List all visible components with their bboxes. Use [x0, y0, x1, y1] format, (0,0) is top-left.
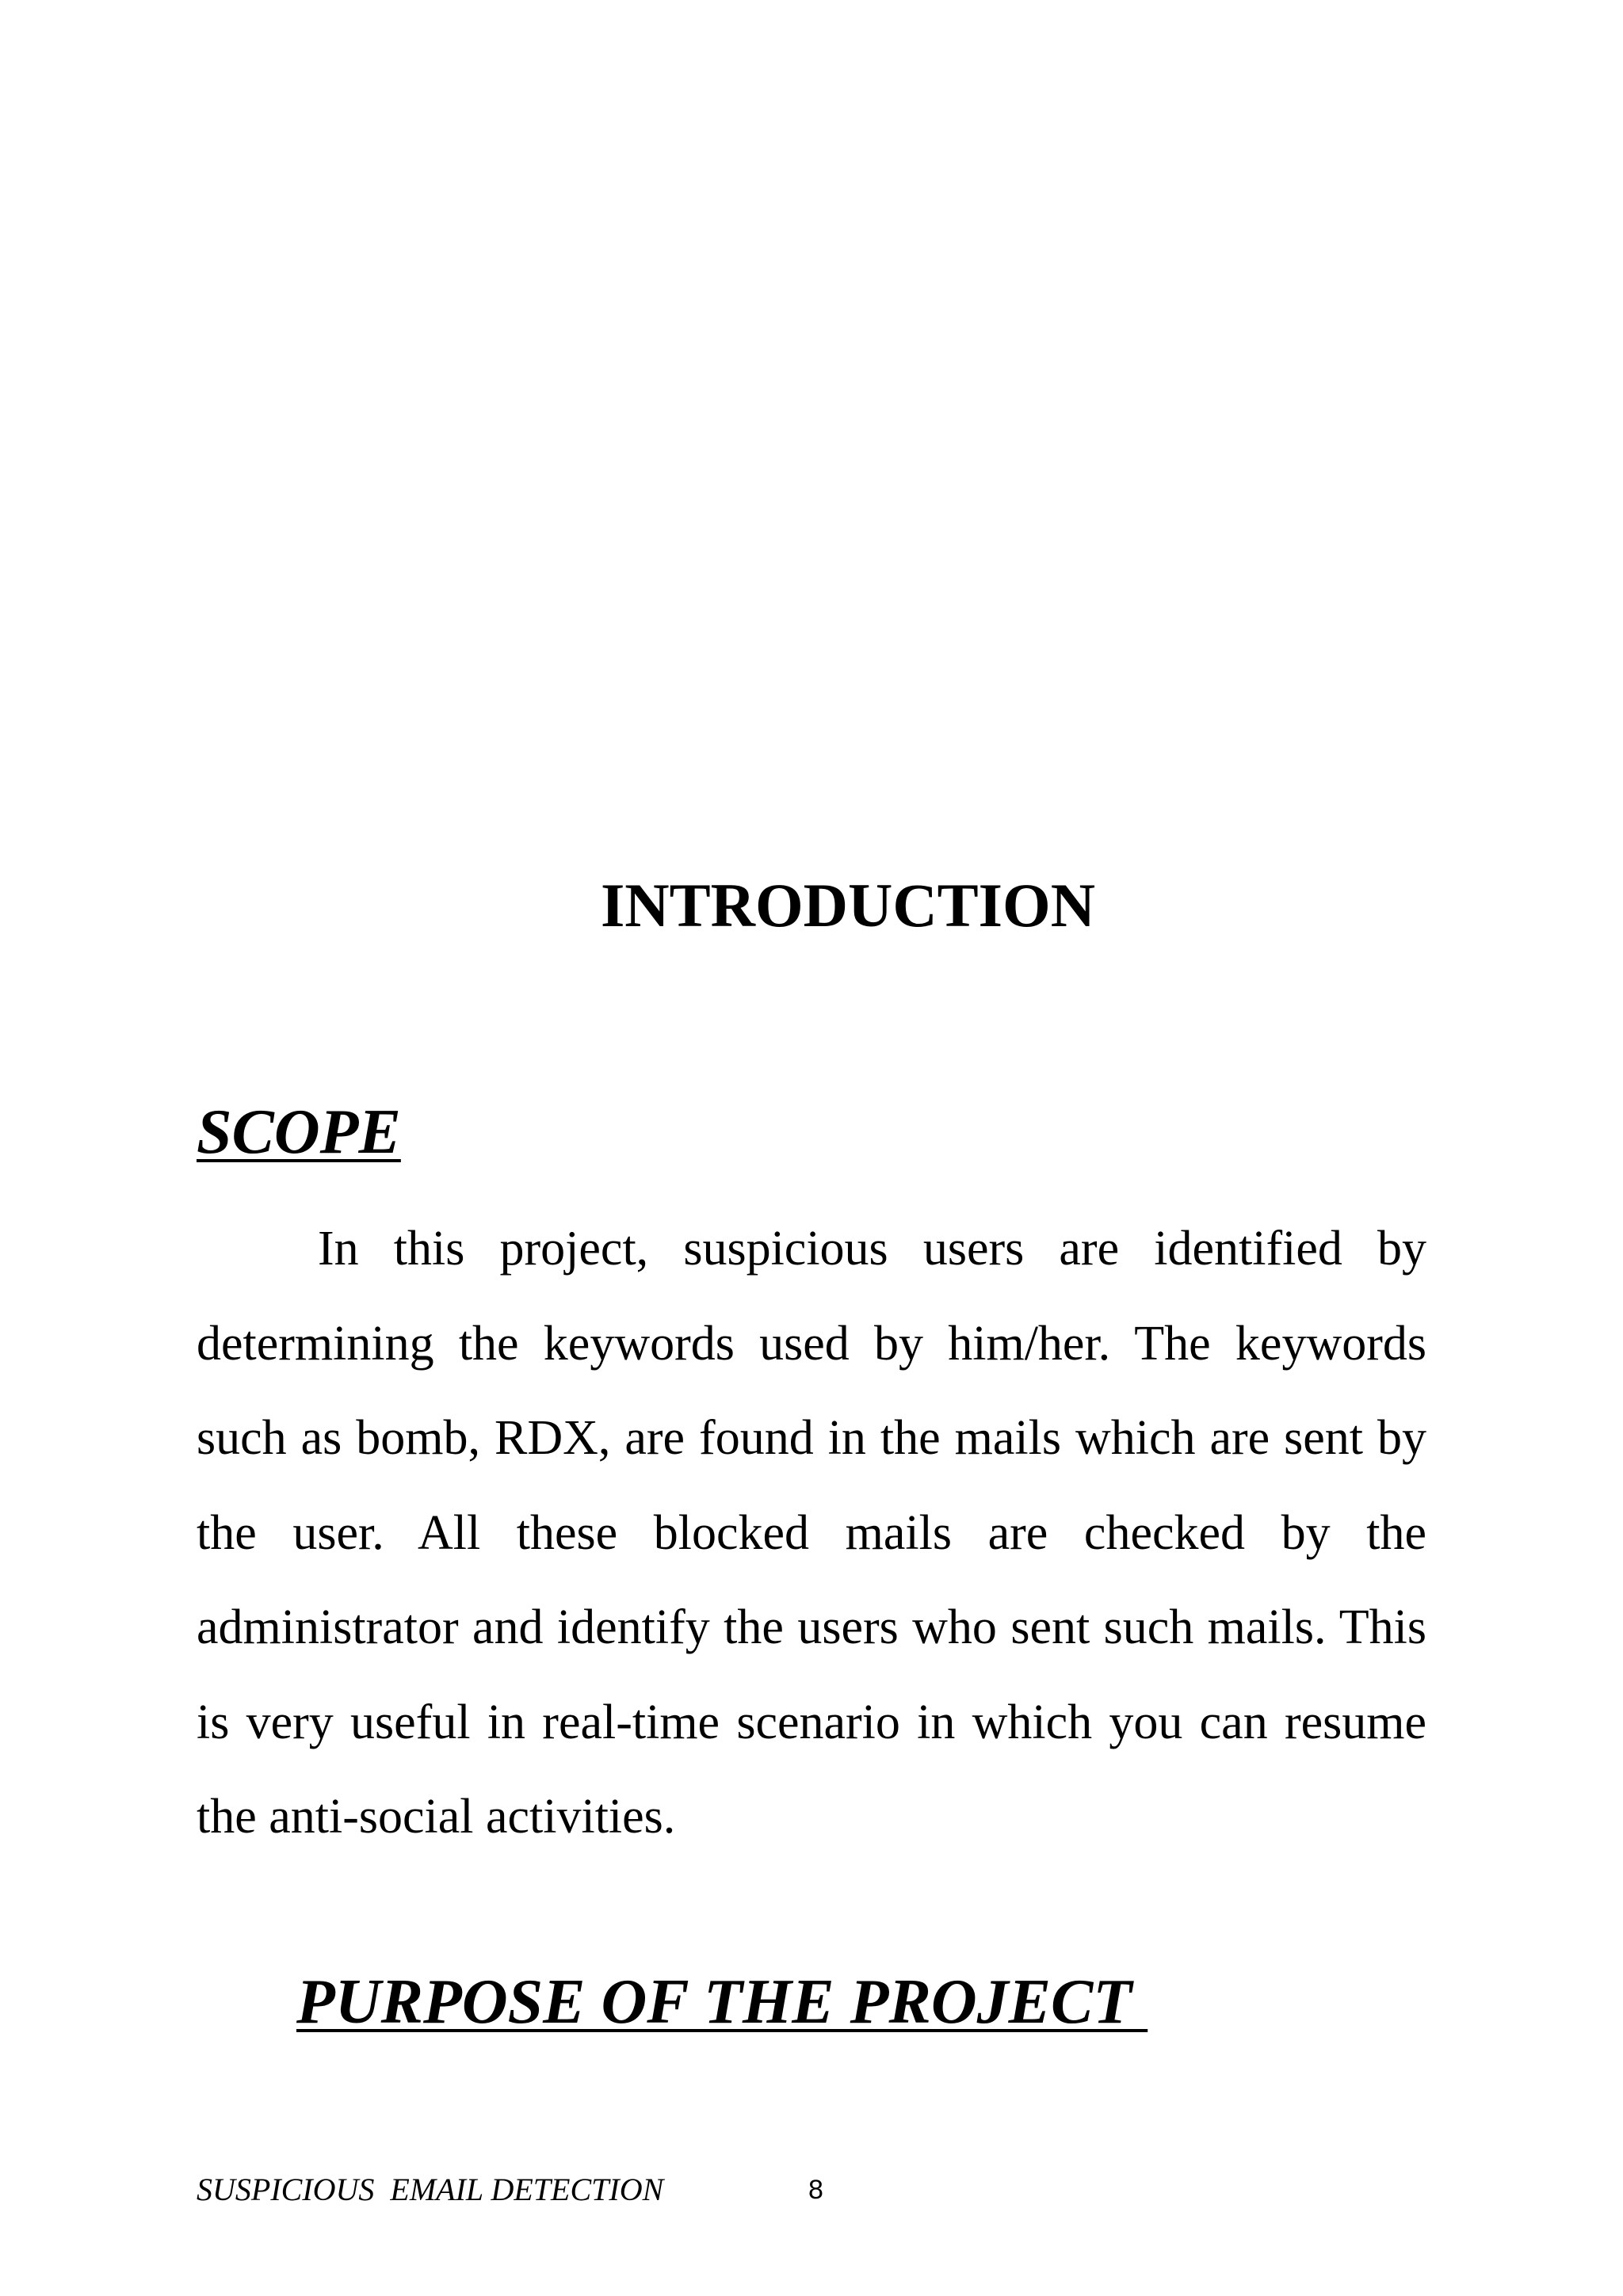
scope-paragraph: In this project, suspicious users are identified by determining the keywords used by him/her. The keywords such as bomb, RDX, are found in the mails which are sent by the user. All these blocked mails are checked by the administrator and identify the users who sent such mails. This is very useful in real-time scenario in which you can resume the anti-social activities.: [197, 1222, 1426, 1844]
purpose-heading: PURPOSE OF THE PROJECT: [296, 1967, 1148, 2037]
page-title: INTRODUCTION: [600, 871, 1096, 940]
scope-heading: SCOPE: [197, 1097, 401, 1167]
footer-page-number: 8: [808, 2175, 823, 2205]
footer-document-title: SUSPICIOUS EMAIL DETECTION: [197, 2172, 664, 2207]
